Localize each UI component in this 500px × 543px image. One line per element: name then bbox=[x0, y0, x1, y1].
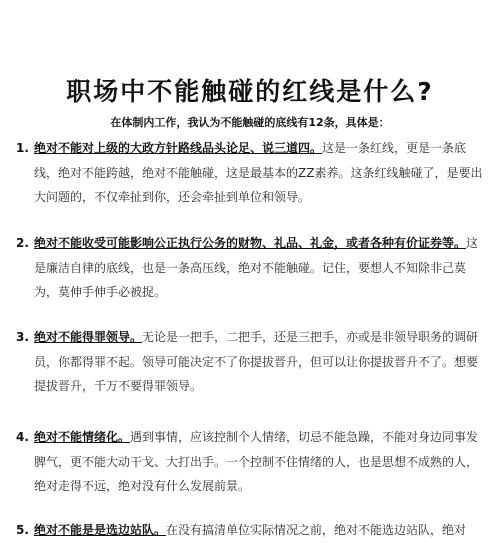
item-body: 这是廉洁自律的底线，也是一条高压线，绝对不能触碰。记住，要想人不知除非己莫为，莫伸手伸手必被捉。 bbox=[34, 236, 479, 299]
list-item bbox=[14, 231, 486, 305]
item-lead: 绝对不能对上级的大政方针路线品头论足、说三道四。 bbox=[34, 141, 323, 155]
item-body: 无论是一把手，二把手，还是三把手，亦或是非领导职务的调研员，你都得罪不起。领导可能决定不了你提拔晋升，但可以让你提拔晋升不了。想要提拔晋升，千万不要得罪领导。 bbox=[34, 330, 479, 393]
list-item bbox=[14, 136, 486, 210]
item-lead: 绝对不能是是选边站队。 bbox=[34, 523, 167, 537]
item-number: 2. bbox=[16, 236, 29, 250]
page-title: 职场中不能触碰的红线是什么? bbox=[66, 77, 434, 106]
list-item bbox=[14, 518, 486, 543]
item-body: 在没有搞清单位实际情况之前，绝对不能选边站队，绝对 bbox=[166, 523, 467, 537]
list-item bbox=[14, 425, 486, 499]
item-body: 这是一条红线，更是一条底线，绝对不能跨越，绝对不能触碰，这是最基本的ZZ素养。这条红线触碰了，是要出大问题的，不仅牵扯到你，还会牵扯到单位和领导。 bbox=[34, 141, 483, 204]
item-lead: 绝对不能收受可能影响公正执行公务的财物、礼品、礼金，或者各种有价证券等。 bbox=[34, 236, 467, 250]
page-subtitle: 在体制内工作，我认为不能触碰的底线有12条，具体是： bbox=[110, 116, 390, 129]
item-number: 1. bbox=[16, 141, 29, 155]
item-body: 遇到事情，应该控制个人情绪，切忌不能急躁，不能对身边同事发脾气，更不能大动干戈、大打出手。一个控制不住情绪的人，也是思想不成熟的人，绝对走得不远，绝对没有什么发展前景。 bbox=[34, 430, 479, 493]
item-number: 3. bbox=[16, 330, 29, 344]
item-number: 4. bbox=[16, 430, 29, 444]
item-lead: 绝对不能情绪化。 bbox=[34, 430, 131, 444]
item-number: 5. bbox=[16, 523, 29, 537]
item-lead: 绝对不能得罪领导。 bbox=[34, 330, 143, 344]
list-item bbox=[14, 325, 486, 399]
